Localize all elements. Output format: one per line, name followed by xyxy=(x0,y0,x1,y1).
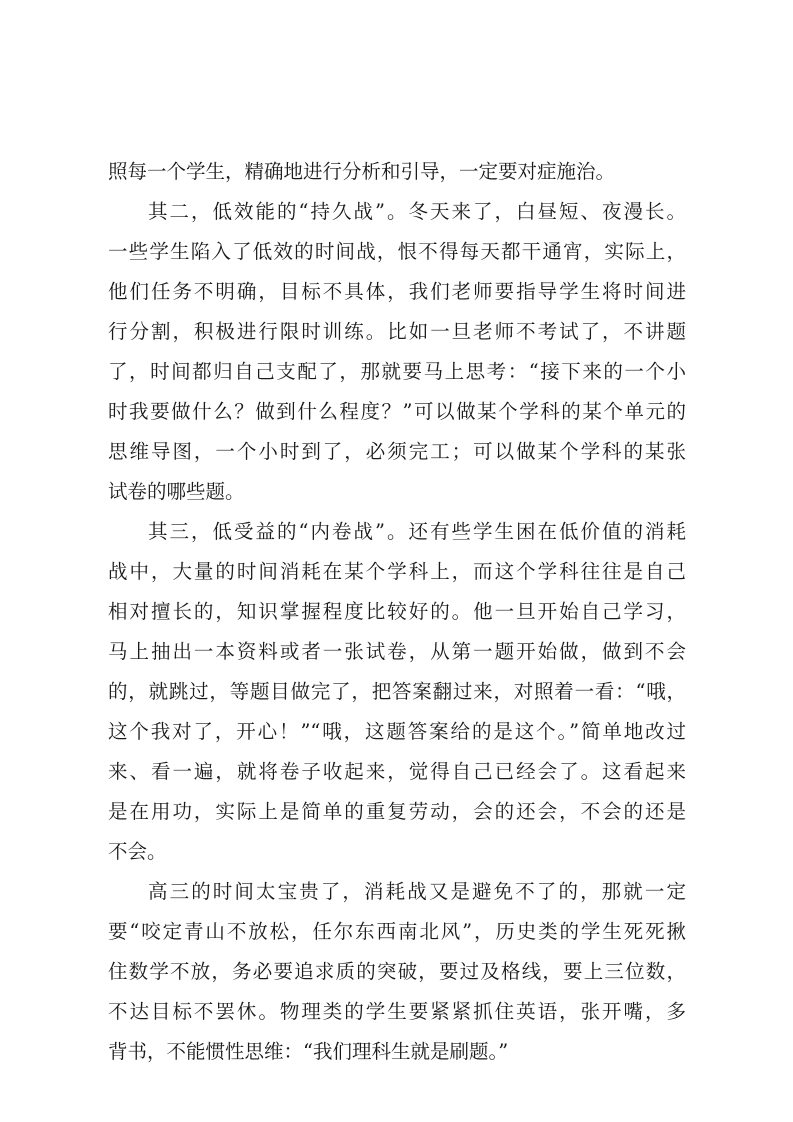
text-line: 思维导图，一个小时到了，必须完工；可以做某个学科的某张 xyxy=(108,440,686,463)
text-line: 马上抽出一本资料或者一张试卷，从第一题开始做，做到不会 xyxy=(108,640,686,663)
text-line: 照每一个学生，精确地进行分析和引导，一定要对症施治。 xyxy=(108,160,616,183)
text-line: 这个我对了，开心！”“哦，这题答案给的是这个。”简单地改过 xyxy=(108,720,686,743)
text-line: 试卷的哪些题。 xyxy=(108,480,245,503)
text-line: 来、看一遍，就将卷子收起来，觉得自己已经会了。这看起来 xyxy=(108,760,686,783)
text-line: 相对擅长的，知识掌握程度比较好的。他一旦开始自己学习， xyxy=(108,600,686,623)
text-line: 了，时间都归自己支配了，那就要马上思考：“接下来的一个小 xyxy=(108,360,686,383)
text-line: 高三的时间太宝贵了，消耗战又是避免不了的，那就一定 xyxy=(148,880,686,903)
text-line: 不会。 xyxy=(108,840,167,863)
text-line: 其三，低受益的“内卷战”。还有些学生困在低价值的消耗 xyxy=(148,520,686,543)
text-line: 其二，低效能的“持久战”。冬天来了，白昼短、夜漫长。 xyxy=(148,200,686,223)
text-line: 战中，大量的时间消耗在某个学科上，而这个学科往往是自己 xyxy=(108,560,686,583)
text-line: 一些学生陷入了低效的时间战，恨不得每天都干通宵，实际上， xyxy=(108,240,686,263)
text-line: 行分割，积极进行限时训练。比如一旦老师不考试了，不讲题 xyxy=(108,320,686,343)
text-line: 是在用功，实际上是简单的重复劳动，会的还会，不会的还是 xyxy=(108,800,686,823)
text-line: 的，就跳过，等题目做完了，把答案翻过来，对照着一看：“哦， xyxy=(108,680,686,703)
text-line: 不达目标不罢休。物理类的学生要紧紧抓住英语，张开嘴，多 xyxy=(108,1000,686,1023)
text-line: 要“咬定青山不放松，任尔东西南北风”，历史类的学生死死揪 xyxy=(108,920,686,943)
text-line: 时我要做什么？做到什么程度？”可以做某个学科的某个单元的 xyxy=(108,400,686,423)
text-line: 背书，不能惯性思维：“我们理科生就是刷题。” xyxy=(108,1040,509,1063)
text-line: 住数学不放，务必要追求质的突破，要过及格线，要上三位数， xyxy=(108,960,686,983)
text-line: 他们任务不明确，目标不具体，我们老师要指导学生将时间进 xyxy=(108,280,686,303)
